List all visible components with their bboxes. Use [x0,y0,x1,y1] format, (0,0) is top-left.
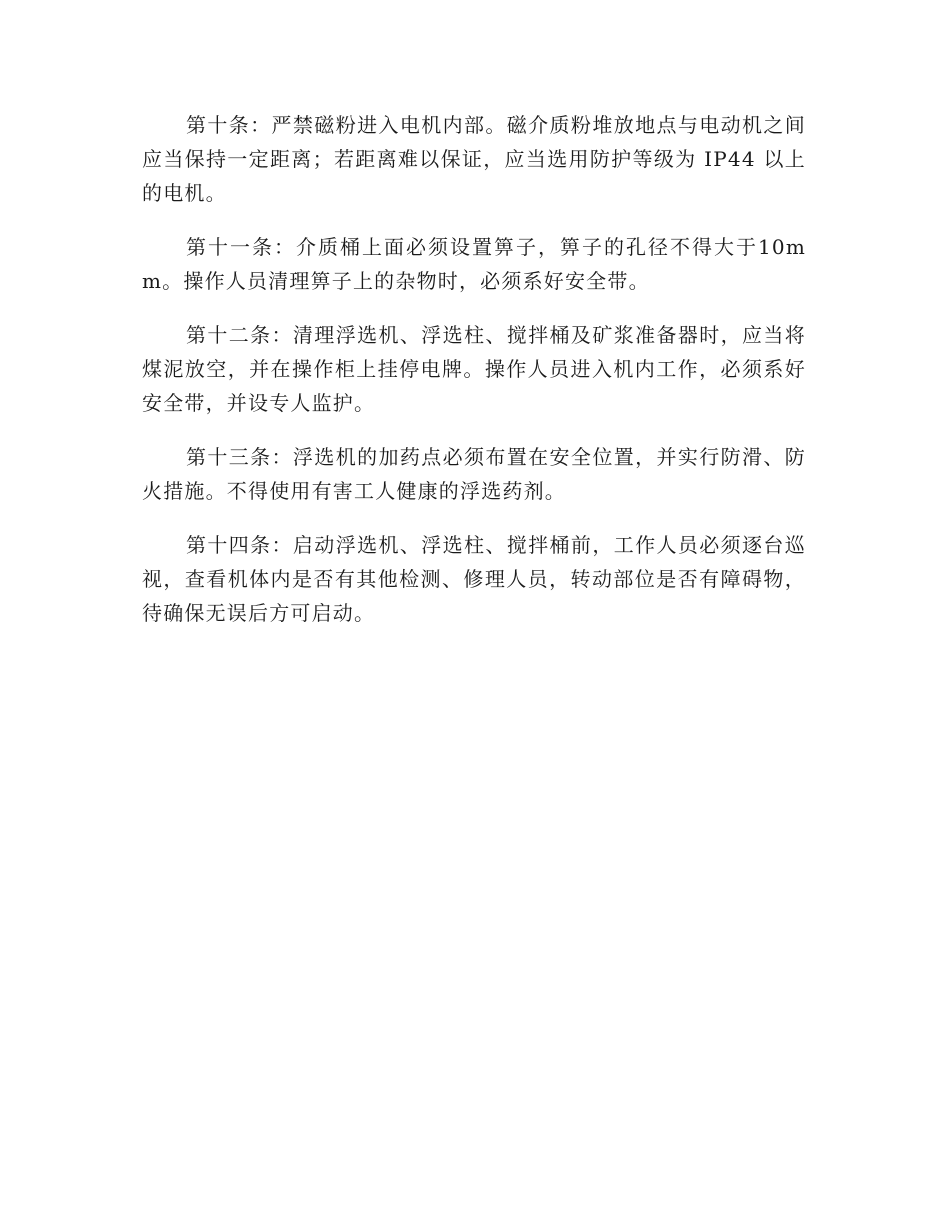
article-10-paragraph: 第十条：严禁磁粉进入电机内部。磁介质粉堆放地点与电动机之间应当保持一定距离；若距离难以保证，应当选用防护等级为 IP44 以上的电机。 [142,113,806,205]
article-11-paragraph: 第十一条：介质桶上面必须设置箅子，箅子的孔径不得大于10mm。操作人员清理箅子上的杂物时，必须系好安全带。 [142,235,806,293]
article-13-paragraph: 第十三条：浮选机的加药点必须布置在安全位置，并实行防滑、防火措施。不得使用有害工人健康的浮选药剂。 [142,445,806,503]
article-14-paragraph: 第十四条：启动浮选机、浮选柱、搅拌桶前，工作人员必须逐台巡视，查看机体内是否有其他检测、修理人员，转动部位是否有障碍物，待确保无误后方可启动。 [142,533,806,625]
article-12-paragraph: 第十二条：清理浮选机、浮选柱、搅拌桶及矿浆准备器时，应当将煤泥放空，并在操作柜上挂停电牌。操作人员进入机内工作，必须系好安全带，并设专人监护。 [142,323,806,415]
document-body [142,108,806,650]
